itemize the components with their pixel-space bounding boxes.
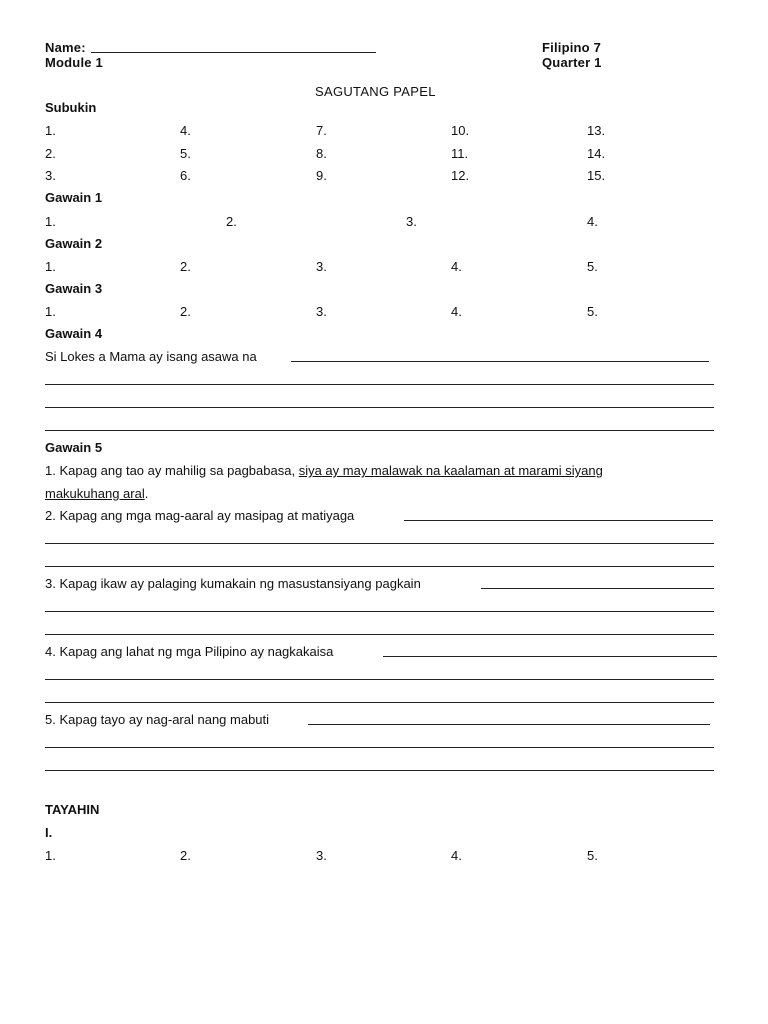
- subukin-item: 10.: [451, 123, 470, 138]
- module-label: Module 1: [45, 55, 103, 70]
- tayahin-part: I.: [45, 825, 53, 840]
- answer-line[interactable]: [404, 520, 713, 521]
- answer-line[interactable]: [45, 611, 714, 612]
- answer-line[interactable]: [45, 679, 714, 680]
- tayahin-heading: TAYAHIN: [45, 802, 100, 817]
- gawain5-question: 3. Kapag ikaw ay palaging kumakain ng masustansiyang pagkain: [45, 576, 421, 591]
- subukin-item: 1.: [45, 123, 56, 138]
- subukin-item: 7.: [316, 123, 327, 138]
- subukin-heading: Subukin: [45, 100, 97, 115]
- gawain1-item: 2.: [226, 214, 237, 229]
- gawain4-heading: Gawain 4: [45, 326, 103, 341]
- example-answer: siya ay may malawak na kaalaman at marami siyang: [298, 463, 603, 478]
- gawain1-item: 4.: [587, 214, 598, 229]
- tayahin-item: 5.: [587, 848, 598, 863]
- gawain3-item: 5.: [587, 304, 598, 319]
- gawain5-question: 5. Kapag tayo ay nag-aral nang mabuti: [45, 712, 270, 727]
- gawain5-question: 4. Kapag ang lahat ng mga Pilipino ay nagkakaisa: [45, 644, 334, 659]
- subukin-item: 6.: [180, 168, 191, 183]
- example-prefix: 1. Kapag ang tao ay mahilig sa pagbabasa,: [45, 463, 299, 478]
- answer-line[interactable]: [45, 770, 714, 771]
- subukin-item: 4.: [180, 123, 191, 138]
- gawain5-example: [45, 463, 603, 478]
- tayahin-item: 2.: [180, 848, 191, 863]
- gawain3-item: 2.: [180, 304, 191, 319]
- example-end: .: [144, 486, 149, 501]
- gawain5-example-continued: [45, 486, 148, 501]
- answer-line[interactable]: [291, 361, 709, 362]
- answer-line[interactable]: [45, 566, 714, 567]
- subject-label: Filipino 7: [542, 40, 602, 55]
- gawain2-item: 5.: [587, 259, 598, 274]
- answer-line[interactable]: [45, 702, 714, 703]
- subukin-item: 9.: [316, 168, 327, 183]
- name-blank-line[interactable]: [91, 52, 376, 53]
- gawain2-heading: Gawain 2: [45, 236, 103, 251]
- gawain3-item: 3.: [316, 304, 327, 319]
- subukin-item: 13.: [587, 123, 606, 138]
- gawain2-item: 2.: [180, 259, 191, 274]
- page-title: SAGUTANG PAPEL: [315, 84, 436, 99]
- quarter-label: Quarter 1: [542, 55, 602, 70]
- answer-line[interactable]: [45, 430, 714, 431]
- gawain2-item: 3.: [316, 259, 327, 274]
- gawain5-question: 2. Kapag ang mga mag-aaral ay masipag at matiyaga: [45, 508, 355, 523]
- answer-line[interactable]: [383, 656, 717, 657]
- tayahin-item: 4.: [451, 848, 462, 863]
- gawain1-item: 3.: [406, 214, 417, 229]
- subukin-item: 11.: [451, 146, 469, 161]
- answer-line[interactable]: [45, 384, 714, 385]
- subukin-item: 14.: [587, 146, 606, 161]
- gawain5-heading: Gawain 5: [45, 440, 103, 455]
- example-answer: makukuhang aral: [45, 486, 145, 501]
- answer-line[interactable]: [481, 588, 714, 589]
- subukin-item: 5.: [180, 146, 191, 161]
- subukin-item: 2.: [45, 146, 56, 161]
- gawain2-item: 4.: [451, 259, 462, 274]
- subukin-item: 8.: [316, 146, 327, 161]
- gawain3-item: 4.: [451, 304, 462, 319]
- subukin-item: 15.: [587, 168, 606, 183]
- gawain3-item: 1.: [45, 304, 56, 319]
- subukin-item: 3.: [45, 168, 56, 183]
- gawain1-item: 1.: [45, 214, 56, 229]
- gawain1-heading: Gawain 1: [45, 190, 103, 205]
- gawain3-heading: Gawain 3: [45, 281, 103, 296]
- gawain2-item: 1.: [45, 259, 56, 274]
- answer-line[interactable]: [45, 634, 714, 635]
- name-label: Name:: [45, 40, 86, 55]
- gawain4-prompt: Si Lokes a Mama ay isang asawa na: [45, 349, 257, 364]
- answer-line[interactable]: [45, 543, 714, 544]
- answer-line[interactable]: [45, 407, 714, 408]
- answer-line[interactable]: [45, 747, 714, 748]
- subukin-item: 12.: [451, 168, 470, 183]
- tayahin-item: 1.: [45, 848, 56, 863]
- answer-line[interactable]: [308, 724, 710, 725]
- tayahin-item: 3.: [316, 848, 327, 863]
